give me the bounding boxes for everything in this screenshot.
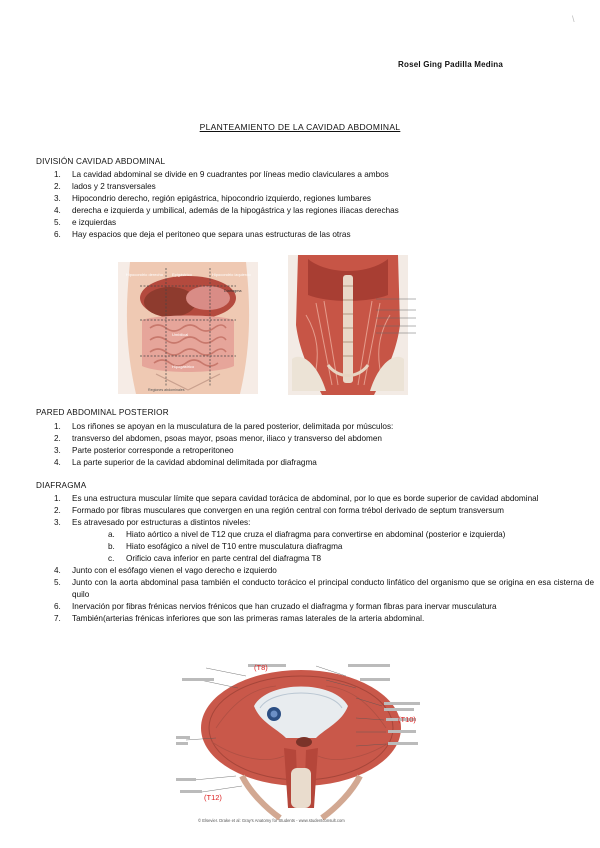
- posterior-wall-list: [36, 421, 393, 469]
- list-item: 4. derecha e izquierda y umbilical, además de la hipogástrica y las regiones ilíacas derechas: [54, 206, 399, 215]
- figure1-label-umbilical: Umbilical: [172, 332, 189, 337]
- abdominal-regions-figure: [118, 262, 258, 394]
- list-item: 2. Formado por fibras musculares que convergen en una región central con forma trébol derivado de septum transversum: [54, 506, 504, 515]
- figure3-caption: © Elsevier. Drake et al: Gray's Anatomy for Students - www.studentconsult.com: [198, 818, 345, 823]
- author-name: Rosel Ging Padilla Medina: [398, 60, 504, 69]
- diaphragm-list: [36, 493, 594, 625]
- list-item: 1. La cavidad abdominal se divide en 9 cuadrantes por líneas medio claviculares a ambos: [54, 170, 389, 179]
- list-item: 1. Es una estructura muscular límite que separa cavidad torácica de abdominal, por lo que es borde superior de cavidad abdominal: [54, 494, 539, 503]
- diaphragm-sublist: [108, 529, 594, 565]
- list-item: 1. Los riñones se apoyan en la musculatura de la pared posterior, delimitada por músculos:: [54, 422, 394, 431]
- list-item: 3. Hipocondrio derecho, región epigástrica, hipocondrio izquierdo, regiones lumbares: [54, 194, 372, 203]
- list-item: 6. Hay espacios que deja el peritoneo que separa unas estructuras de las otras: [54, 230, 351, 239]
- list-item: 2. transverso del abdomen, psoas mayor, psoas menor, iliaco y transverso del abdomen: [54, 434, 382, 443]
- figure2-callout-lines: [376, 296, 420, 336]
- list-item: 5. Junto con la aorta abdominal pasa también el conducto torácico el principal conducto linfático del organismo que se origina en esa cisterna de quilo: [54, 578, 594, 599]
- figure1-label-left-hypochondrium: Hipocondrio izquierdo: [212, 272, 251, 277]
- figure1-label-diaphragm: Diafragma: [224, 289, 242, 293]
- list-item: 4. Junto con el esófago vienen el vago derecho e izquierdo: [54, 566, 277, 575]
- figure3-tag-t10: (T10): [398, 715, 416, 724]
- sub-list-item: c. Orificio cava inferior en parte central del diafragma T8: [108, 554, 322, 563]
- list-item: 3. Es atravesado por estructuras a distintos niveles: a. Hiato aórtico a nivel de T12 que cruza el diafragma para convertirse en abdominal (posterior e izquierda) b. Hiato esofágico a nivel de T10 entre musculatura diafragma c. Orificio cava inferior en parte central del diafragma T8: [36, 517, 594, 565]
- section-heading-posterior-wall: PARED ABDOMINAL POSTERIOR: [36, 408, 169, 417]
- diaphragm-figure: [176, 658, 426, 826]
- sub-list-item: a. Hiato aórtico a nivel de T12 que cruza el diafragma para convertirse en abdominal (posterior e izquierda): [108, 530, 506, 539]
- figure3-tag-t8: (T8): [254, 663, 268, 672]
- figure3-tag-t12: (T12): [204, 793, 222, 802]
- list-item: 7. También(arterias frénicas inferiores que son las primeras ramas laterales de la arteria abdominal.: [54, 614, 425, 623]
- figure1-caption: Regiones abdominales: [148, 388, 185, 392]
- section-heading-diaphragm: DIAFRAGMA: [36, 481, 87, 490]
- figure1-label-right-hypochondrium: Hipocondrio derecho: [126, 272, 163, 277]
- corner-mark: \: [572, 14, 575, 24]
- sub-list-item: b. Hiato esofágico a nivel de T10 entre musculatura diafragma: [108, 542, 343, 551]
- list-item: 3. Parte posterior corresponde a retroperitoneo: [54, 446, 234, 455]
- page-title: PLANTEAMIENTO DE LA CAVIDAD ABDOMINAL: [199, 122, 401, 132]
- list-item: 6. Inervación por fibras frénicas nervios frénicos que han cruzado el diafragma y forman fibras para inervar musculatura: [54, 602, 497, 611]
- section-heading-division: DIVISIÓN CAVIDAD ABDOMINAL: [36, 157, 166, 166]
- list-item: 5. e izquierdas: [54, 218, 117, 227]
- figure1-label-epigastric: Epigástrico: [172, 272, 192, 277]
- list-item: 4. La parte superior de la cavidad abdominal delimitada por diafragma: [54, 458, 317, 467]
- list-item: 2. lados y 2 transversales: [54, 182, 156, 191]
- division-list: [36, 169, 399, 241]
- figure1-label-hypogastric: Hipogástrico: [172, 364, 195, 369]
